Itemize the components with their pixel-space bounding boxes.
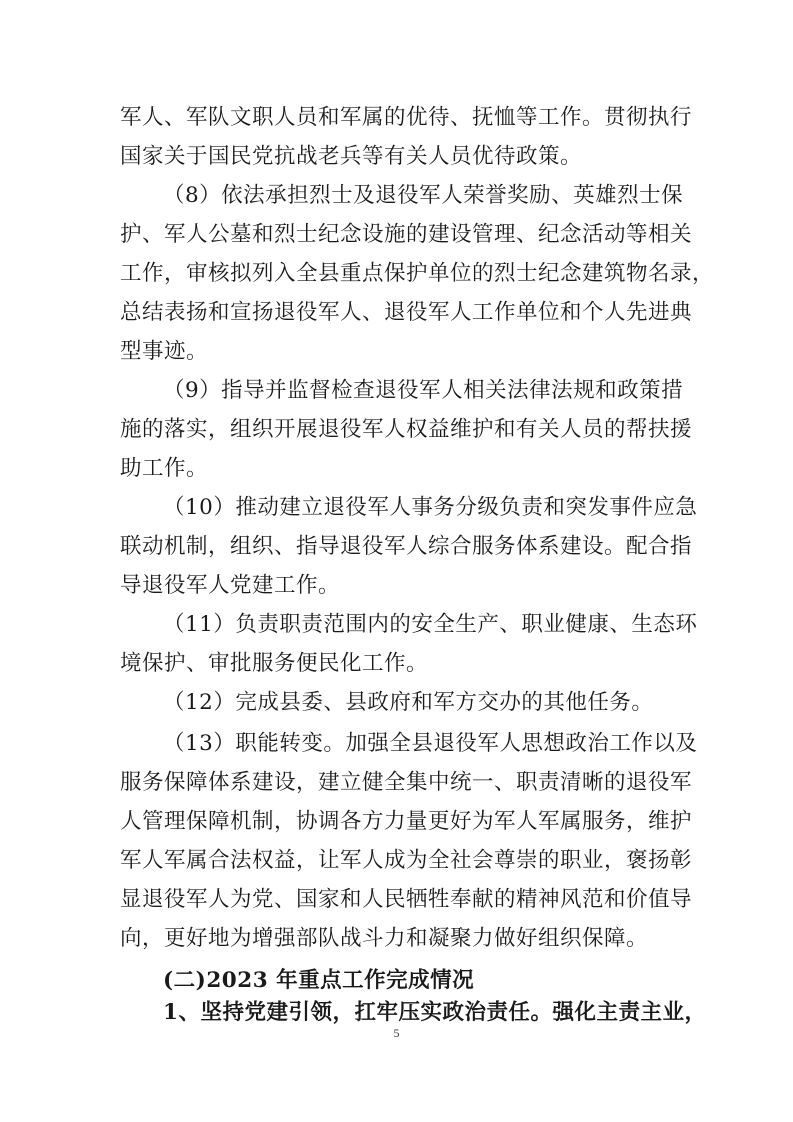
text-line: （13）职能转变。加强全县退役军人思想政治工作以及	[163, 731, 698, 756]
text-line: 向，更好地为增强部队战斗力和凝聚力做好组织保障。	[120, 926, 649, 951]
text-line: （8）依法承担烈士及退役军人荣誉奖励、英雄烈士保	[163, 183, 684, 208]
text-line: 服务保障体系建设，建立健全集中统一、职责清晰的退役军	[120, 770, 693, 795]
text-line: 护、军人公墓和烈士纪念设施的建设管理、纪念活动等相关	[120, 222, 693, 247]
text-line: （9）指导并监督检查退役军人相关法律法规和政策措	[163, 378, 684, 403]
page-number: 5	[393, 1026, 400, 1040]
text-line: （12）完成县委、县政府和军方交办的其他任务。	[163, 690, 654, 715]
text-line: 人管理保障机制，协调各方力量更好为军人军属服务，维护	[120, 809, 693, 834]
text-line: 总结表扬和宣扬退役军人、退役军人工作单位和个人先进典	[120, 300, 693, 325]
text-line: 军人、军队文职人员和军属的优待、抚恤等工作。贯彻执行	[120, 105, 693, 130]
text-line: （11）负责职责范围内的安全生产、职业健康、生态环	[163, 612, 698, 637]
subheading: 1、坚持党建引领，扛牢压实政治责任。强化主责主业，	[163, 1000, 707, 1025]
text-line: 境保护、审批服务便民化工作。	[120, 651, 429, 676]
text-line: 联动机制，组织、指导退役军人综合服务体系建设。配合指	[120, 534, 693, 559]
section-heading: (二)2023 年重点工作完成情况	[163, 968, 475, 993]
text-line: 工作，审核拟列入全县重点保护单位的烈士纪念建筑物名录，	[120, 261, 715, 286]
text-line: 型事迹。	[120, 339, 209, 364]
text-line: 施的落实，组织开展退役军人权益维护和有关人员的帮扶援	[120, 417, 693, 442]
text-line: 导退役军人党建工作。	[120, 573, 341, 598]
text-line: 国家关于国民党抗战老兵等有关人员优待政策。	[120, 144, 583, 169]
text-line: （10）推动建立退役军人事务分级负责和突发事件应急	[163, 495, 698, 520]
text-line: 显退役军人为党、国家和人民牺牲奉献的精神风范和价值导	[120, 887, 693, 912]
text-line: 军人军属合法权益，让军人成为全社会尊崇的职业，褒扬彰	[120, 848, 693, 873]
text-line: 助工作。	[120, 456, 209, 481]
